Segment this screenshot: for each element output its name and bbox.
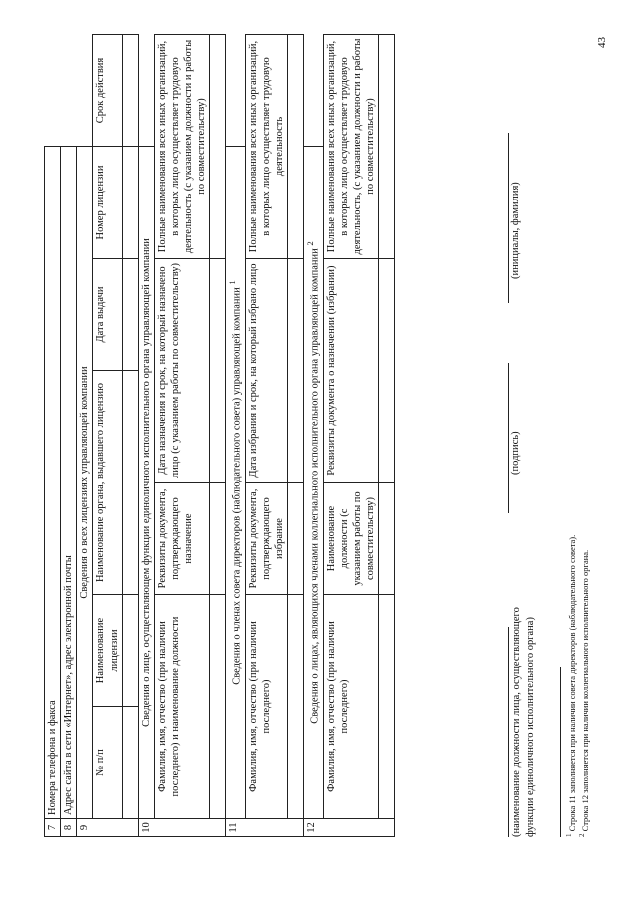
footnotes — [565, 535, 592, 837]
position-line — [508, 627, 509, 837]
table-row — [122, 35, 138, 837]
row-number: 7 — [45, 819, 61, 837]
column-header: Номер лицензии — [93, 147, 122, 259]
empty-cell — [210, 259, 226, 483]
column-header: Полные наименования всех иных организаций, в которых лицо осуществляет трудовую деятельность (с указанием должности и работы по совместительству) — [154, 35, 210, 259]
page-number: 43 — [596, 37, 608, 48]
empty-cell — [210, 595, 226, 819]
column-header: Полные наименования всех иных организаций, в которых лицо осуществляет трудовую деятельность, (с указанием должности и работы по совместительству) — [323, 35, 379, 259]
section-heading-text: Сведения о лицах, являющихся членами коллегиального исполнительного органа управляющей компании — [309, 248, 321, 724]
column-header: № п/п — [93, 707, 122, 819]
table-row — [226, 35, 246, 837]
table-row — [304, 35, 324, 837]
signature-line — [508, 363, 509, 513]
footnote-rule — [560, 667, 561, 837]
table-row — [210, 35, 226, 837]
empty-cell — [379, 259, 395, 483]
table-row — [245, 35, 287, 837]
empty-cell — [122, 259, 138, 371]
empty-cell — [379, 483, 395, 595]
row-label: Адрес сайта в сети «Интернет», адрес электронной почты — [61, 147, 77, 819]
footnote — [578, 535, 591, 837]
section-heading — [226, 147, 246, 819]
empty-cell — [288, 35, 304, 259]
section-heading: Сведения о лице, осуществляющем функции единоличного исполнительного органа управляющей компании — [138, 147, 154, 819]
column-header: Дата выдачи — [93, 259, 122, 371]
column-header: Наименование лицензии — [93, 595, 122, 707]
column-header: Фамилия, имя, отчество (при наличии последнего) — [245, 595, 287, 819]
row-number: 8 — [61, 819, 77, 837]
empty-cell — [122, 371, 138, 595]
table-row — [154, 35, 210, 837]
empty-cell — [122, 595, 138, 707]
section-heading: Сведения о всех лицензиях управляющей компании — [77, 147, 93, 819]
empty-cell — [122, 147, 138, 259]
position-caption: (наименование должности лица, осуществляющего функции единоличного исполнительного органа) — [511, 607, 536, 837]
row-number: 11 — [226, 819, 304, 837]
table-row — [93, 35, 122, 837]
column-header: Полные наименования всех иных организаций, в которых лицо осуществляет трудовую деятельность — [245, 35, 287, 259]
column-header: Наименование органа, выдавшего лицензию — [93, 371, 122, 595]
section-heading-text: Сведения о членах совета директоров (наблюдательного совета) управляющей компании — [231, 287, 243, 685]
row-number: 10 — [138, 819, 226, 837]
column-header: Реквизиты документа о назначении (избрании) — [323, 259, 379, 483]
column-header: Реквизиты документа, подтверждающего избрание — [245, 483, 287, 595]
empty-cell — [379, 595, 395, 819]
column-header: Фамилия, имя, отчество (при наличии последнего) и наименование должности — [154, 595, 210, 819]
empty-cell — [288, 595, 304, 819]
footnote-text: Строка 11 заполняется при наличии совета директоров (наблюдательного совета). — [566, 534, 577, 832]
table-row — [61, 35, 77, 837]
table-row — [323, 35, 379, 837]
empty-cell — [210, 483, 226, 595]
column-header: Дата избрания и срок, на который избрано лицо — [245, 259, 287, 483]
empty-cell — [122, 35, 138, 147]
column-header: Реквизиты документа, подтверждающего назначение — [154, 483, 210, 595]
footnote-mark: 1 — [565, 833, 573, 837]
name-line — [508, 133, 509, 303]
footnote-mark: 1 — [227, 280, 238, 285]
info-table — [44, 34, 484, 837]
empty-cell — [288, 483, 304, 595]
empty-cell — [210, 35, 226, 259]
footnote-mark: 2 — [578, 833, 587, 837]
empty-cell — [379, 35, 395, 259]
row-number: 12 — [304, 819, 395, 837]
column-header: Срок действия — [93, 35, 122, 147]
column-header: Фамилия, имя, отчество (при наличии последнего) — [323, 595, 379, 819]
empty-cell — [288, 259, 304, 483]
column-header: Дата назначения и срок, на который назначено лицо (с указанием работы по совместительству) — [154, 259, 210, 483]
footnote-text: Строка 12 заполняется при наличии коллегиального исполнительного органа. — [580, 549, 591, 832]
name-caption: (инициалы, фамилия) — [510, 182, 521, 279]
row-label: Номера телефона и факса — [45, 147, 61, 819]
signature-caption: (подпись) — [510, 431, 521, 475]
footnote — [565, 535, 578, 837]
footnote-mark: 2 — [305, 241, 316, 246]
empty-cell — [122, 707, 138, 819]
table-row — [138, 35, 154, 837]
section-heading — [304, 147, 324, 819]
table-row — [77, 35, 93, 837]
row-number: 9 — [77, 819, 138, 837]
table-row — [45, 35, 61, 837]
column-header: Наименование должности (с указанием работы по совместительству) — [323, 483, 379, 595]
table-row — [379, 35, 395, 837]
table-row — [288, 35, 304, 837]
